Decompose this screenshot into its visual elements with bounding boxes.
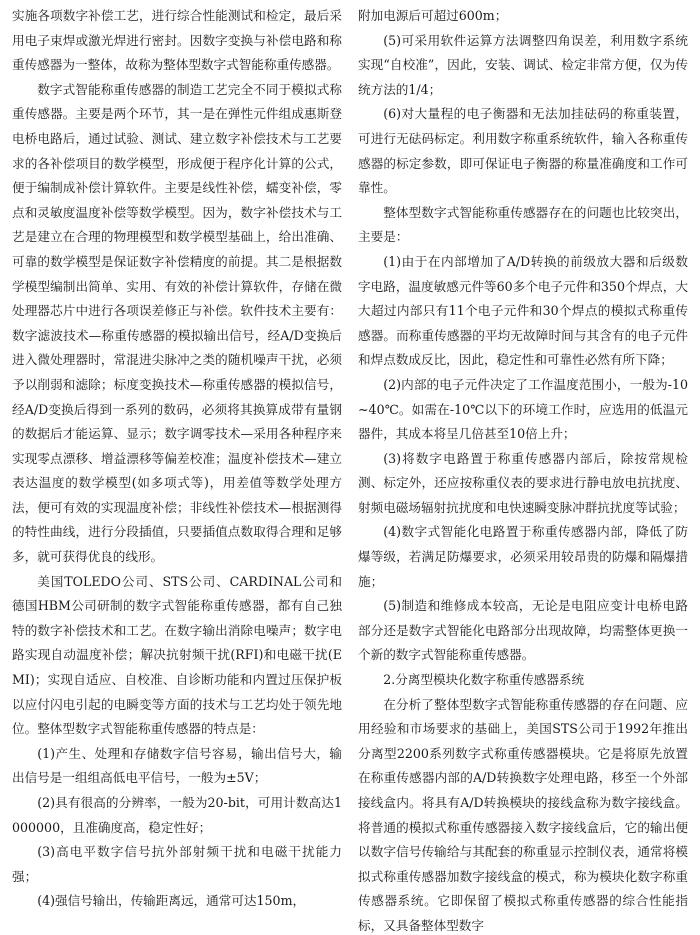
two-column-layout [12, 4, 688, 935]
paragraph: (2)具有很高的分辨率，一般为20-bit，可用计数高达1000000，且准确度高，稳定性好； [12, 795, 342, 835]
section-heading: 2.分离型模块化数字称重传感器系统 [383, 672, 585, 688]
paragraph: (5)制造和维修成本较高，无论是电阻应变计电桥电路部分还是数字式智能化电路部分出现故障，均需整体更换一个新的数字式智能称重传感器。 [358, 598, 688, 663]
paragraph: 实施各项数字补偿工艺，进行综合性能测试和检定，最后采用电子束焊或激光焊进行密封。因数字变换与补偿电路和称重传感器为一整体，故称为整体型数字式智能称重传感器。 [12, 8, 342, 73]
paragraph: 在分析了整体型数字式智能称重传感器的存在问题、应用经验和市场要求的基础上，美国STS公司于1992年推出分离型2200系列数字式称重传感器模块。它是将原先放置在称重传感器内部的A/D转换数字处理电路，移至一个外部接线盒内。将具有A/D转换模块的接线盒称为数字接线盒。将普通的模拟式称重传感器接入数字接线盒后，它的输出便以数字信号传输给与其配套的称重显示控制仪表，通常将模拟式称重传感器加数字接线盒的模式，称为模块化数字称重传感器系统。它即保留了模拟式称重传感器的综合性能指标，又具备整体型数字 [358, 696, 688, 933]
paragraph: (2)内部的电子元件决定了工作温度范围小，一般为-10~40℃。如需在-10℃以下的环境工作时，应选用的低温元器件，其成本将呈几倍甚至10倍上升； [358, 376, 688, 442]
left-column [12, 4, 342, 935]
paragraph: 美国TOLEDO公司、STS公司、CARDINAL公司和德国HBM公司研制的数字式智能称重传感器，都有自己独特的数字补偿技术和工艺。在数字输出消除电噪声；数字电路实现自动温度补偿；解决抗射频干扰(RFI)和电磁干扰(EMI)；实现自适应、自校准、自诊断功能和内置过压保护板以应付闪电引起的电瞬变等方面的技术与工艺均处于领先地位。整体型数字式智能称重传感器的特点是： [12, 573, 342, 737]
paragraph: (4)强信号输出，传输距离远，通常可达150m， [37, 893, 306, 909]
paragraph: 整体型数字式智能称重传感器存在的问题也比较突出，主要是： [358, 204, 688, 245]
paragraph: (3)将数字电路置于称重传感器内部后，除按常规检测、标定外，还应按称重仪表的要求进行静电放电抗扰度、射频电磁场辐射抗扰度和电快速瞬变脉冲群抗扰度等试验； [358, 450, 688, 515]
paragraph: 数字式智能称重传感器的制造工艺完全不同于模拟式称重传感器。主要是两个环节，其一是在弹性元件组成惠斯登电桥电路后，通过试验、测试、建立数字补偿技术与工艺要求的各补偿项目的数学模型，形成便于程序化计算的公式，便于编制成补偿计算软件。主要是线性补偿，蠕变补偿，零点和灵敏度温度补偿等数学模型。因为，数字补偿技术与工艺是建立在合理的物理模型和数学模型基础上，给出准确、可靠的数学模型是保证数字补偿精度的前提。其二是根据数学模型编制出简单、实用、有效的补偿计算软件，存储在微处理器芯片中进行各项误差修正与补偿。软件技术主要有：数字滤波技术—称重传感器的模拟输出信号，经A/D变换后进入微处理器时，常混进尖脉冲之类的随机噪声干扰，必须予以削弱和滤除；标度变换技术—称重传感器的模拟信号，经A/D变换后得到一系列的数码，必须将其换算成带有量钢的数据后才能运算、显示；数字调零技术—采用各种程序来实现零点漂移、增益漂移等偏差校准；温度补偿技术—建立表达温度的数学模型(如多项式等)，用差值等数学处理方法，便可有效的实现温度补偿；非线性补偿技术—根据测得的特性曲线，进行分段插值，只要插值点数取得合理和足够多，就可获得优良的线形。 [12, 81, 342, 565]
paragraph: (4)数字式智能化电路置于称重传感器内部，降低了防爆等级，若满足防爆要求，必须采用较昂贵的防爆和隔爆措施； [358, 524, 688, 589]
paragraph: (6)对大量程的电子衡器和无法加挂砝码的称重装置，可进行无砝码标定。利用数字称重系统软件，输入各称重传感器的标定参数，即可保证电子衡器的称量准确度和工作可靠性。 [358, 106, 688, 196]
paragraph: 附加电源后可超过600m； [358, 8, 508, 23]
right-column [358, 4, 688, 935]
paragraph: (1)产生、处理和存储数字信号容易，输出信号大，输出信号是一组组高低电平信号，一般为±5V； [12, 745, 342, 786]
paragraph: (1)由于在内部增加了A/D转换的前级放大器和后级数字电路，温度敏感元件等60多个电子元件和350个焊点，大大超过内部只有11个电子元件和30个焊点的模拟式称重传感器。而称重传感器的平均无故障时间与其含有的电子元件和焊点数成反比，因此，稳定性和可靠性必然有所下降； [358, 253, 688, 368]
paragraph: (3)高电平数字信号抗外部射频干扰和电磁干扰能力强； [12, 844, 342, 884]
paragraph: (5)可采用软件运算方法调整四角误差，利用数字系统实现“自校准”，因此，安装、调试、检定非常方便，仅为传统方法的1/4； [358, 32, 688, 97]
